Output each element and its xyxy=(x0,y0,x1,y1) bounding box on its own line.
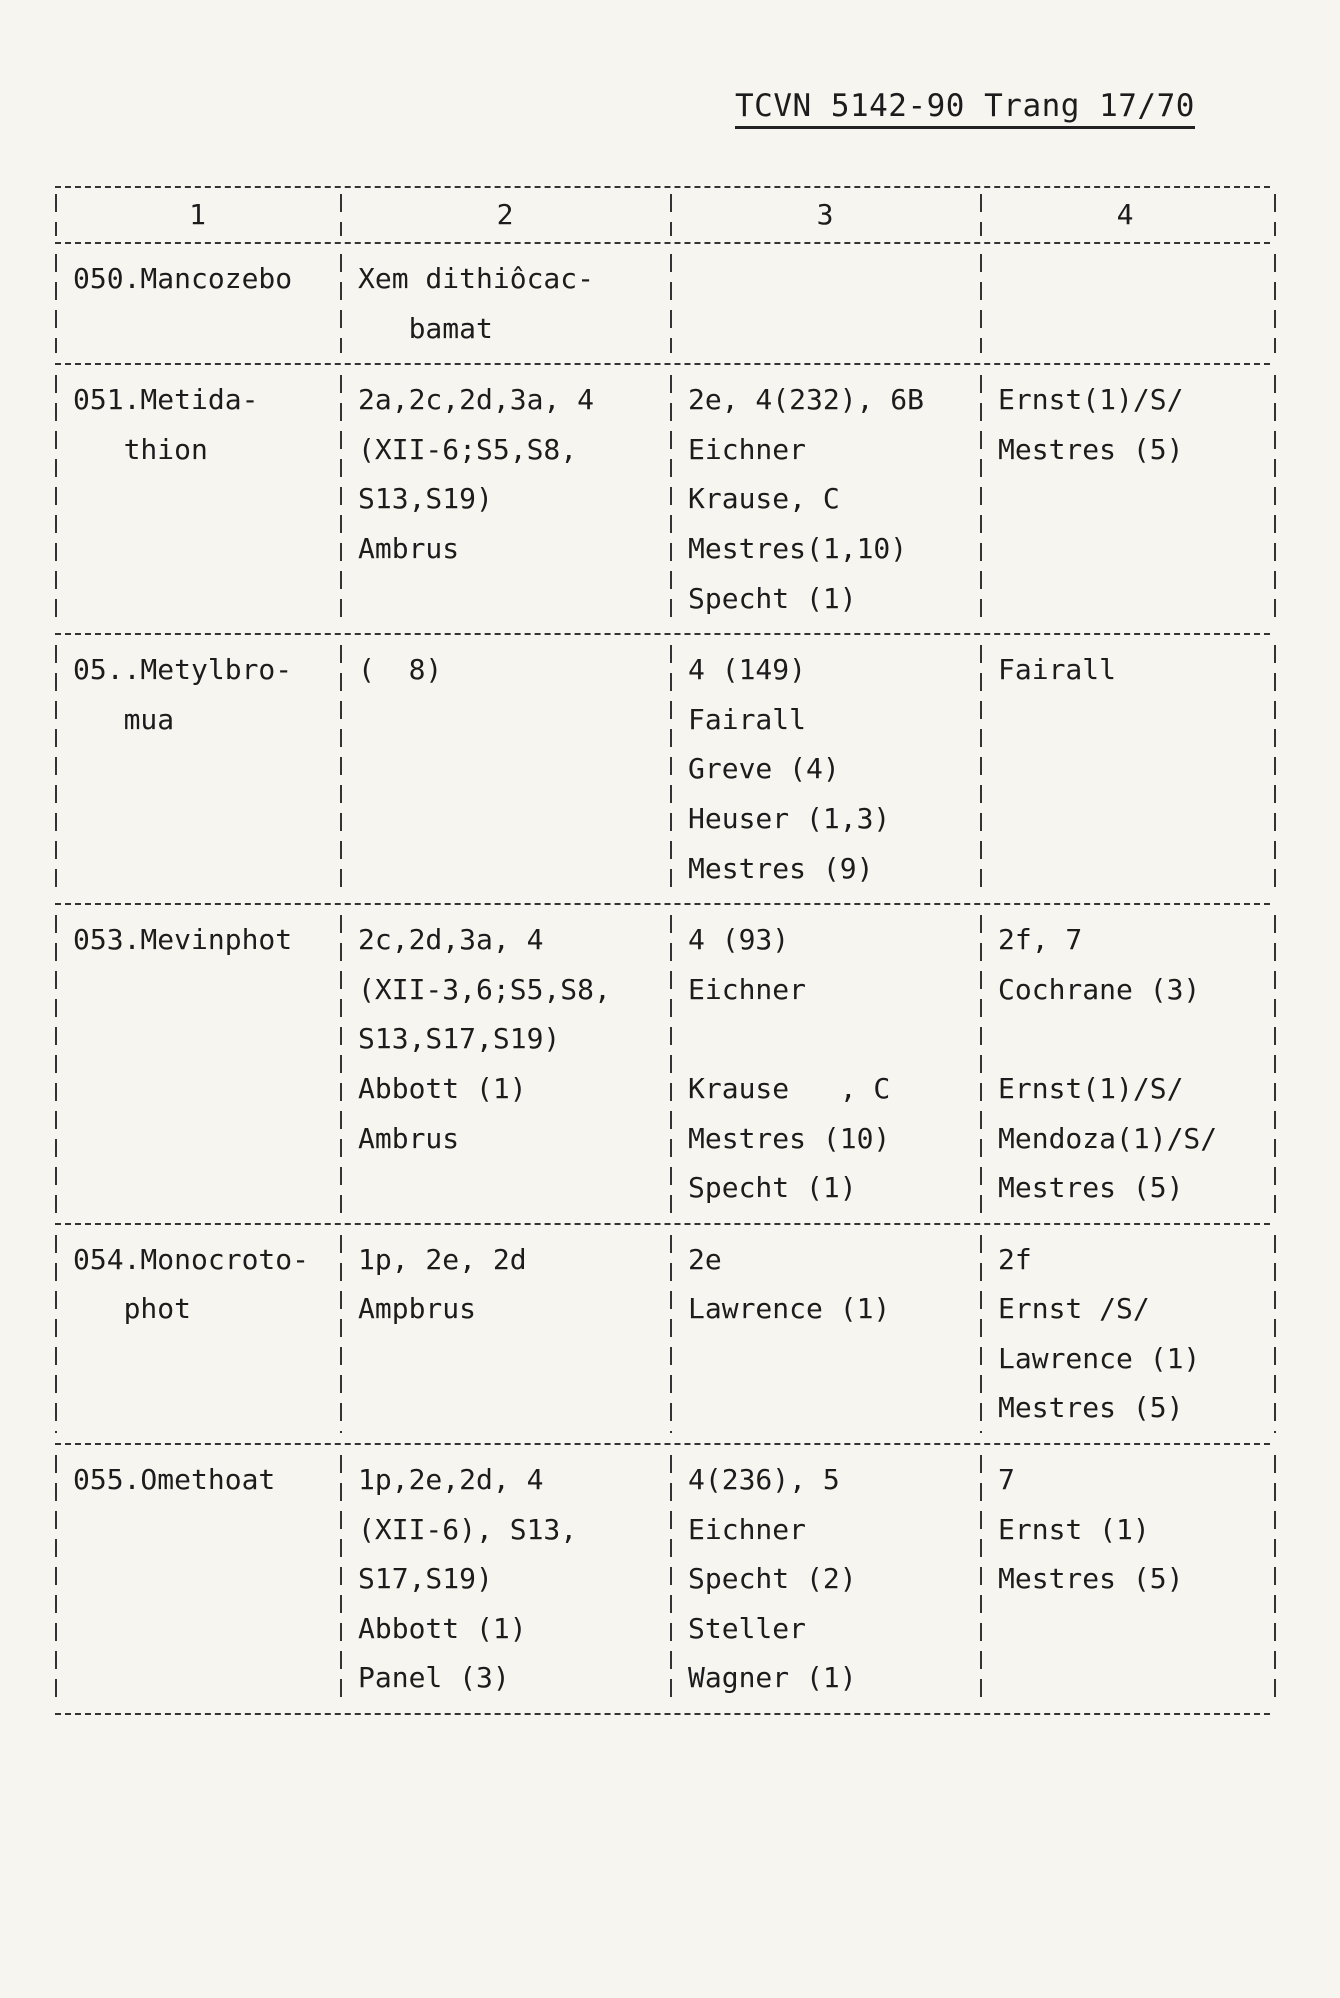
cell-line: 050.Mancozebo xyxy=(73,262,293,295)
table-cell xyxy=(55,1455,340,1703)
cell-line xyxy=(998,794,1270,844)
cell-line xyxy=(73,1554,340,1604)
cell-line: (XII-3,6;S5,S8, xyxy=(358,972,611,1006)
column-header: 1 xyxy=(55,194,340,236)
column-header: 2 xyxy=(340,194,670,236)
cell-line: Xem dithiôcac- xyxy=(358,262,595,295)
table-cell xyxy=(670,375,980,623)
table-cell xyxy=(55,915,340,1213)
cell-line: Eichner xyxy=(688,432,807,466)
cell-line: (XII-6), S13, xyxy=(358,1512,578,1546)
cell-line: Abbott (1) xyxy=(358,1071,527,1105)
standards-table xyxy=(55,186,1270,1715)
table-cell xyxy=(340,1455,670,1703)
cell-line: 051.Metida- xyxy=(73,383,259,417)
table-body xyxy=(55,244,1270,1715)
cell-line: Eichner xyxy=(688,972,807,1006)
table-cell xyxy=(670,915,980,1213)
cell-line: 1p, 2e, 2d xyxy=(358,1242,527,1276)
table-cell xyxy=(980,645,1270,893)
table-cell xyxy=(980,375,1270,623)
table-cell xyxy=(340,915,670,1213)
cell-line: 2a,2c,2d,3a, 4 xyxy=(358,383,595,417)
cell-line xyxy=(73,1163,340,1213)
cell-line xyxy=(998,524,1270,574)
cell-line: Greve (4) xyxy=(688,752,840,786)
table-cell xyxy=(340,1235,670,1433)
cell-line: Ambrus xyxy=(358,531,460,565)
cell-line xyxy=(998,574,1270,624)
cell-line xyxy=(358,695,670,745)
cell-line xyxy=(688,1014,980,1064)
cell-line: Mestres (9) xyxy=(688,851,874,885)
cell-line xyxy=(688,1383,980,1433)
cell-line: Ernst /S/ xyxy=(998,1292,1150,1326)
cell-line: Specht (2) xyxy=(688,1562,857,1596)
table-row xyxy=(55,365,1270,633)
cell-line: Mestres (5) xyxy=(998,1171,1184,1205)
table-cell xyxy=(980,1235,1270,1433)
cell-line: 2f xyxy=(998,1242,1032,1276)
cell-line: Panel (3) xyxy=(358,1661,510,1695)
cell-line xyxy=(998,1014,1270,1064)
cell-line xyxy=(688,304,980,354)
cell-line: 1p,2e,2d, 4 xyxy=(358,1463,544,1497)
table-row xyxy=(55,905,1270,1223)
cell-line xyxy=(73,1014,340,1064)
table-row xyxy=(55,244,1270,363)
cell-line: Mestres (5) xyxy=(998,1562,1184,1596)
cell-line: ( 8) xyxy=(358,653,443,687)
cell-line xyxy=(73,794,340,844)
table-cell xyxy=(670,254,980,353)
cell-line: mua xyxy=(73,702,175,736)
cell-line xyxy=(998,844,1270,894)
cell-line xyxy=(73,1334,340,1384)
table-cell xyxy=(340,254,670,353)
cell-line: Mestres(1,10) xyxy=(688,531,908,565)
cell-line: 055.Omethoat xyxy=(73,1463,276,1497)
cell-line: (XII-6;S5,S8, xyxy=(358,432,578,466)
cell-line: S13,S19) xyxy=(358,482,493,516)
cell-line: Heuser (1,3) xyxy=(688,801,891,835)
cell-line xyxy=(998,695,1270,745)
table-cell xyxy=(670,1235,980,1433)
cell-line xyxy=(73,1505,340,1555)
cell-line xyxy=(998,744,1270,794)
table-cell xyxy=(980,254,1270,353)
cell-line xyxy=(73,524,340,574)
table-cell xyxy=(340,375,670,623)
cell-line xyxy=(73,1064,340,1114)
cell-line: Mestres (10) xyxy=(688,1121,891,1155)
cell-line xyxy=(358,1163,670,1213)
cell-line: Specht (1) xyxy=(688,1171,857,1205)
cell-line: Ernst (1) xyxy=(998,1512,1150,1546)
table-row xyxy=(55,1445,1270,1713)
cell-line xyxy=(998,1604,1270,1654)
cell-line: bamat xyxy=(358,311,493,345)
cell-line: Lawrence (1) xyxy=(688,1292,891,1326)
table-cell xyxy=(980,1455,1270,1703)
cell-line: S17,S19) xyxy=(358,1562,493,1596)
cell-line: 4(236), 5 xyxy=(688,1463,840,1497)
cell-line xyxy=(688,1334,980,1384)
row-divider xyxy=(55,1713,1270,1715)
cell-line: 2e, 4(232), 6B xyxy=(688,383,925,417)
cell-line xyxy=(998,474,1270,524)
cell-line xyxy=(73,474,340,524)
cell-line: 2f, 7 xyxy=(998,923,1083,957)
cell-line: Krause, C xyxy=(688,482,840,516)
cell-line xyxy=(688,254,980,304)
cell-line: Ernst(1)/S/ xyxy=(998,1071,1184,1105)
cell-line: Mestres (5) xyxy=(998,1391,1184,1425)
cell-line: Eichner xyxy=(688,1512,807,1546)
cell-line xyxy=(358,794,670,844)
cell-line xyxy=(358,574,670,624)
cell-line: Fairall xyxy=(688,702,807,736)
cell-line: Cochrane (3) xyxy=(998,972,1201,1006)
cell-line xyxy=(73,304,340,354)
cell-line: Krause , C xyxy=(688,1071,891,1105)
table-row xyxy=(55,635,1270,903)
cell-line xyxy=(73,574,340,624)
table-cell xyxy=(340,645,670,893)
cell-line: thion xyxy=(73,432,208,466)
cell-line xyxy=(73,1604,340,1654)
cell-line: Steller xyxy=(688,1611,807,1645)
cell-line: Ernst(1)/S/ xyxy=(998,383,1184,417)
cell-line: 2e xyxy=(688,1242,722,1276)
cell-line: 7 xyxy=(998,1463,1015,1497)
cell-line xyxy=(998,254,1270,304)
table-header-row xyxy=(55,188,1270,242)
table-cell xyxy=(55,375,340,623)
cell-line: Mestres (5) xyxy=(998,432,1184,466)
table-cell xyxy=(980,915,1270,1213)
cell-line: 053.Mevinphot xyxy=(73,923,293,957)
cell-line: Abbott (1) xyxy=(358,1611,527,1645)
cell-line: 05..Metylbro- xyxy=(73,653,293,687)
column-header: 4 xyxy=(980,194,1270,236)
column-header: 3 xyxy=(670,194,980,236)
cell-line xyxy=(73,844,340,894)
cell-line: Mendoza(1)/S/ xyxy=(998,1121,1218,1155)
cell-line: Wagner (1) xyxy=(688,1661,857,1695)
table-row xyxy=(55,1225,1270,1443)
cell-line: phot xyxy=(73,1292,192,1326)
cell-line xyxy=(358,1383,670,1433)
cell-line: 4 (93) xyxy=(688,923,790,957)
cell-line xyxy=(358,1334,670,1384)
table-cell xyxy=(55,254,340,353)
cell-line xyxy=(358,844,670,894)
cell-line: Lawrence (1) xyxy=(998,1341,1201,1375)
cell-line: Ampbrus xyxy=(358,1292,477,1326)
table-cell xyxy=(670,645,980,893)
cell-line: 4 (149) xyxy=(688,653,807,687)
table-cell xyxy=(55,645,340,893)
cell-line: Fairall xyxy=(998,653,1117,687)
table-cell xyxy=(55,1235,340,1433)
cell-line: 054.Monocroto- xyxy=(73,1242,310,1276)
cell-line xyxy=(73,1653,340,1703)
cell-line xyxy=(73,744,340,794)
cell-line: Specht (1) xyxy=(688,581,857,615)
cell-line: Ambrus xyxy=(358,1121,460,1155)
cell-line xyxy=(73,1383,340,1433)
cell-line xyxy=(73,965,340,1015)
page-header: TCVN 5142-90 Trang 17/70 xyxy=(735,88,1195,129)
cell-line xyxy=(358,744,670,794)
cell-line: 2c,2d,3a, 4 xyxy=(358,923,544,957)
cell-line xyxy=(73,1114,340,1164)
cell-line xyxy=(998,304,1270,354)
table-cell xyxy=(670,1455,980,1703)
cell-line: S13,S17,S19) xyxy=(358,1022,561,1056)
cell-line xyxy=(998,1653,1270,1703)
